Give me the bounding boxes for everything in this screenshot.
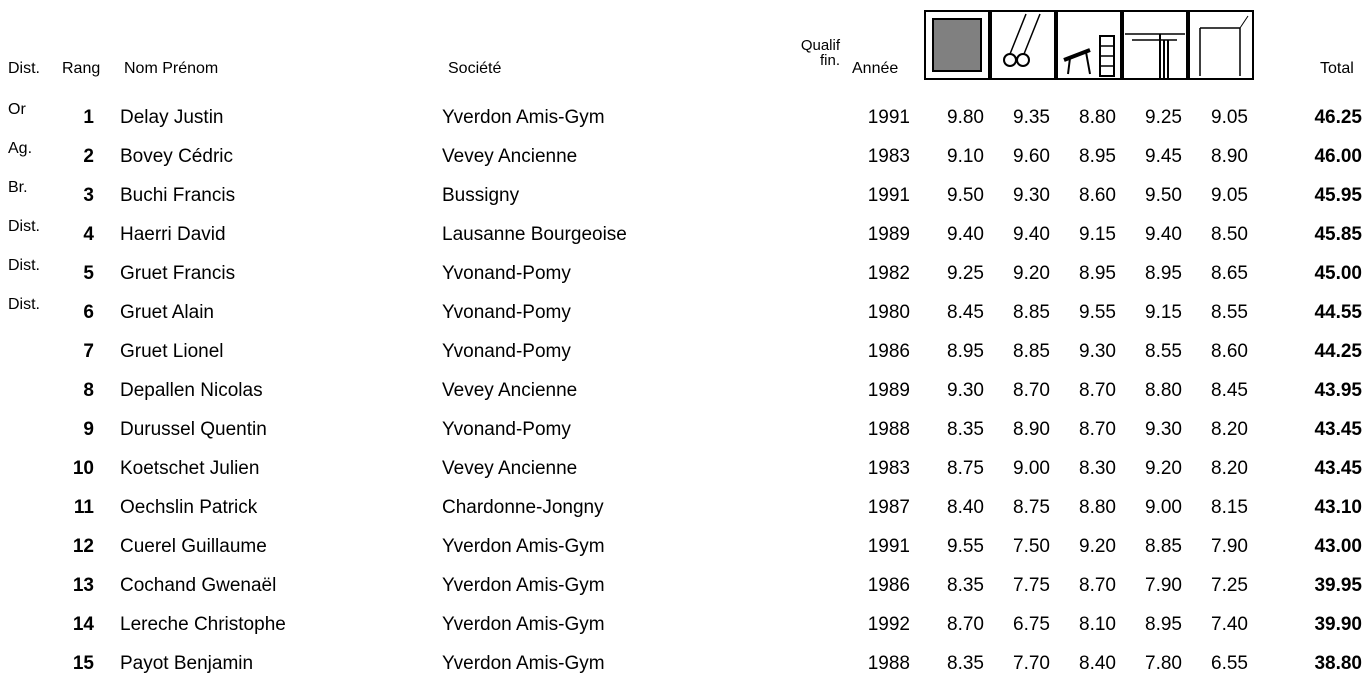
dist-cell: Br. — [8, 179, 28, 196]
parallel-bars-icon — [1122, 10, 1188, 80]
name-cell: Depallen Nicolas — [120, 380, 263, 401]
dist-cell: Dist. — [8, 257, 40, 274]
total-cell: 39.90 — [1314, 614, 1362, 635]
rank-cell: 8 — [83, 380, 94, 401]
score-cell: 8.45 — [947, 302, 984, 323]
year-cell: 1991 — [867, 536, 910, 557]
club-cell: Yvonand-Pomy — [442, 263, 571, 284]
name-cell: Payot Benjamin — [120, 653, 254, 674]
club-cell: Vevey Ancienne — [442, 146, 578, 167]
name-cell: Gruet Francis — [120, 263, 236, 284]
score-cell: 8.95 — [1145, 614, 1182, 635]
score-cell: 9.05 — [1211, 107, 1248, 128]
year-cell: 1986 — [867, 575, 910, 596]
club-cell: Yvonand-Pomy — [442, 341, 571, 362]
table-row — [0, 560, 1369, 599]
score-cell: 8.70 — [1013, 380, 1050, 401]
score-cell: 8.20 — [1211, 419, 1248, 440]
name-cell: Lereche Christophe — [120, 614, 286, 635]
rank-cell: 12 — [72, 536, 94, 557]
score-cell: 8.60 — [1211, 341, 1248, 362]
table-row — [0, 92, 1369, 131]
header-rang: Rang — [62, 60, 101, 77]
total-cell: 45.85 — [1314, 224, 1362, 245]
year-cell: 1986 — [867, 341, 910, 362]
score-cell: 9.40 — [1145, 224, 1182, 245]
score-cell: 8.95 — [1145, 263, 1182, 284]
name-cell: Koetschet Julien — [120, 458, 260, 479]
score-cell: 8.55 — [1211, 302, 1248, 323]
header-dist: Dist. — [8, 60, 40, 77]
score-cell: 8.45 — [1211, 380, 1248, 401]
year-cell: 1983 — [867, 458, 910, 479]
score-cell: 7.25 — [1211, 575, 1248, 596]
score-cell: 9.55 — [947, 536, 984, 557]
rank-cell: 7 — [83, 341, 94, 362]
name-cell: Haerri David — [120, 224, 226, 245]
score-cell: 7.50 — [1013, 536, 1050, 557]
score-cell: 9.00 — [1145, 497, 1182, 518]
club-cell: Yverdon Amis-Gym — [442, 653, 605, 674]
score-cell: 9.45 — [1145, 146, 1182, 167]
year-cell: 1991 — [867, 185, 910, 206]
score-cell: 6.75 — [1013, 614, 1050, 635]
score-cell: 9.50 — [947, 185, 984, 206]
score-cell: 7.70 — [1013, 653, 1050, 674]
score-cell: 7.90 — [1145, 575, 1182, 596]
score-cell: 9.15 — [1079, 224, 1116, 245]
table-row — [0, 443, 1369, 482]
total-cell: 43.45 — [1314, 458, 1362, 479]
score-cell: 8.35 — [947, 419, 984, 440]
score-cell: 9.50 — [1145, 185, 1182, 206]
total-cell: 44.55 — [1314, 302, 1362, 323]
score-cell: 8.95 — [1079, 146, 1116, 167]
score-cell: 9.15 — [1145, 302, 1182, 323]
club-cell: Yverdon Amis-Gym — [442, 575, 605, 596]
total-cell: 38.80 — [1314, 653, 1362, 674]
total-cell: 39.95 — [1314, 575, 1362, 596]
year-cell: 1980 — [867, 302, 910, 323]
club-cell: Lausanne Bourgeoise — [442, 224, 627, 245]
score-cell: 9.80 — [947, 107, 984, 128]
results-table — [0, 92, 1369, 677]
score-cell: 8.30 — [1079, 458, 1116, 479]
dist-cell: Ag. — [8, 140, 33, 157]
rank-cell: 13 — [72, 575, 94, 596]
rank-cell: 4 — [83, 224, 94, 245]
score-cell: 8.10 — [1079, 614, 1116, 635]
club-cell: Yvonand-Pomy — [442, 419, 571, 440]
score-cell: 9.20 — [1013, 263, 1050, 284]
rank-cell: 2 — [83, 146, 94, 167]
header-societe: Société — [448, 60, 502, 77]
dist-cell: Dist. — [8, 296, 40, 313]
score-cell: 8.70 — [1079, 575, 1116, 596]
table-row — [0, 287, 1369, 326]
total-cell: 46.25 — [1314, 107, 1362, 128]
name-cell: Gruet Alain — [120, 302, 214, 323]
floor-exercise-icon — [924, 10, 990, 80]
rank-cell: 3 — [83, 185, 94, 206]
year-cell: 1982 — [867, 263, 910, 284]
score-cell: 8.75 — [947, 458, 984, 479]
rank-cell: 14 — [72, 614, 94, 635]
year-cell: 1988 — [867, 419, 910, 440]
club-cell: Yverdon Amis-Gym — [442, 614, 605, 635]
score-cell: 8.15 — [1211, 497, 1248, 518]
table-row — [0, 521, 1369, 560]
rank-cell: 6 — [83, 302, 94, 323]
score-cell: 9.40 — [947, 224, 984, 245]
score-cell: 8.75 — [1013, 497, 1050, 518]
rank-cell: 1 — [83, 107, 94, 128]
club-cell: Yvonand-Pomy — [442, 302, 571, 323]
total-cell: 43.10 — [1314, 497, 1362, 518]
header-qualif-line1: Qualif — [800, 37, 840, 54]
score-cell: 8.40 — [1079, 653, 1116, 674]
score-cell: 7.40 — [1211, 614, 1248, 635]
score-cell: 8.95 — [947, 341, 984, 362]
score-cell: 8.70 — [1079, 380, 1116, 401]
club-cell: Vevey Ancienne — [442, 380, 578, 401]
year-cell: 1983 — [867, 146, 910, 167]
name-cell: Buchi Francis — [120, 185, 236, 206]
table-row — [0, 404, 1369, 443]
name-cell: Cuerel Guillaume — [120, 536, 267, 557]
score-cell: 9.05 — [1211, 185, 1248, 206]
table-row — [0, 248, 1369, 287]
name-cell: Cochand Gwenaël — [120, 575, 277, 596]
score-cell: 9.30 — [1145, 419, 1182, 440]
score-cell: 8.85 — [1013, 302, 1050, 323]
dist-cell: Dist. — [8, 218, 40, 235]
name-cell: Gruet Lionel — [120, 341, 224, 362]
total-cell: 43.45 — [1314, 419, 1362, 440]
name-cell: Durussel Quentin — [120, 419, 267, 440]
score-cell: 8.80 — [1079, 107, 1116, 128]
score-cell: 8.65 — [1211, 263, 1248, 284]
score-cell: 8.35 — [947, 575, 984, 596]
score-cell: 9.25 — [947, 263, 984, 284]
rank-cell: 9 — [83, 419, 94, 440]
total-cell: 46.00 — [1314, 146, 1362, 167]
year-cell: 1991 — [867, 107, 910, 128]
score-cell: 8.55 — [1145, 341, 1182, 362]
header-qualif — [790, 38, 840, 68]
score-cell: 9.25 — [1145, 107, 1182, 128]
rank-cell: 11 — [73, 497, 94, 518]
score-cell: 8.60 — [1079, 185, 1116, 206]
score-cell: 8.85 — [1013, 341, 1050, 362]
score-cell: 9.00 — [1013, 458, 1050, 479]
name-cell: Oechslin Patrick — [120, 497, 258, 518]
score-cell: 7.90 — [1211, 536, 1248, 557]
club-cell: Chardonne-Jongny — [442, 497, 604, 518]
score-cell: 8.20 — [1211, 458, 1248, 479]
score-cell: 9.30 — [1079, 341, 1116, 362]
year-cell: 1989 — [867, 380, 910, 401]
score-cell: 9.40 — [1013, 224, 1050, 245]
rank-cell: 15 — [72, 653, 94, 674]
score-cell: 9.35 — [1013, 107, 1050, 128]
total-cell: 45.00 — [1314, 263, 1362, 284]
score-cell: 8.90 — [1013, 419, 1050, 440]
score-cell: 8.50 — [1211, 224, 1248, 245]
score-cell: 8.85 — [1145, 536, 1182, 557]
score-cell: 7.75 — [1013, 575, 1050, 596]
score-cell: 9.10 — [947, 146, 984, 167]
score-cell: 9.60 — [1013, 146, 1050, 167]
club-cell: Vevey Ancienne — [442, 458, 578, 479]
score-cell: 8.90 — [1211, 146, 1248, 167]
score-cell: 9.20 — [1079, 536, 1116, 557]
score-cell: 9.30 — [1013, 185, 1050, 206]
rank-cell: 5 — [83, 263, 94, 284]
table-row — [0, 131, 1369, 170]
year-cell: 1987 — [867, 497, 910, 518]
score-cell: 8.80 — [1145, 380, 1182, 401]
score-cell: 8.70 — [947, 614, 984, 635]
total-cell: 45.95 — [1314, 185, 1362, 206]
header-nom-prenom: Nom Prénom — [124, 60, 219, 77]
score-cell: 9.55 — [1079, 302, 1116, 323]
score-cell: 8.95 — [1079, 263, 1116, 284]
table-row — [0, 170, 1369, 209]
score-cell: 7.80 — [1145, 653, 1182, 674]
club-cell: Bussigny — [442, 185, 520, 206]
score-cell: 8.70 — [1079, 419, 1116, 440]
table-row — [0, 599, 1369, 638]
total-cell: 43.95 — [1314, 380, 1362, 401]
total-cell: 44.25 — [1314, 341, 1362, 362]
header-annee: Année — [852, 60, 899, 77]
score-cell: 6.55 — [1211, 653, 1248, 674]
club-cell: Yverdon Amis-Gym — [442, 536, 605, 557]
name-cell: Delay Justin — [120, 107, 224, 128]
score-cell: 9.20 — [1145, 458, 1182, 479]
vault-icon — [1056, 10, 1122, 80]
header-qualif-line2: fin. — [819, 52, 840, 69]
score-cell: 8.35 — [947, 653, 984, 674]
table-row — [0, 209, 1369, 248]
score-cell: 8.80 — [1079, 497, 1116, 518]
total-cell: 43.00 — [1314, 536, 1362, 557]
dist-cell: Or — [8, 101, 26, 118]
year-cell: 1988 — [867, 653, 910, 674]
header-total: Total — [1320, 60, 1354, 77]
rank-cell: 10 — [72, 458, 94, 479]
score-cell: 8.40 — [947, 497, 984, 518]
name-cell: Bovey Cédric — [120, 146, 233, 167]
year-cell: 1992 — [867, 614, 910, 635]
table-row — [0, 365, 1369, 404]
rings-icon — [990, 10, 1056, 80]
high-bar-icon — [1188, 10, 1254, 80]
table-row — [0, 482, 1369, 521]
score-cell: 9.30 — [947, 380, 984, 401]
table-row — [0, 326, 1369, 365]
club-cell: Yverdon Amis-Gym — [442, 107, 605, 128]
table-row — [0, 638, 1369, 677]
year-cell: 1989 — [867, 224, 910, 245]
